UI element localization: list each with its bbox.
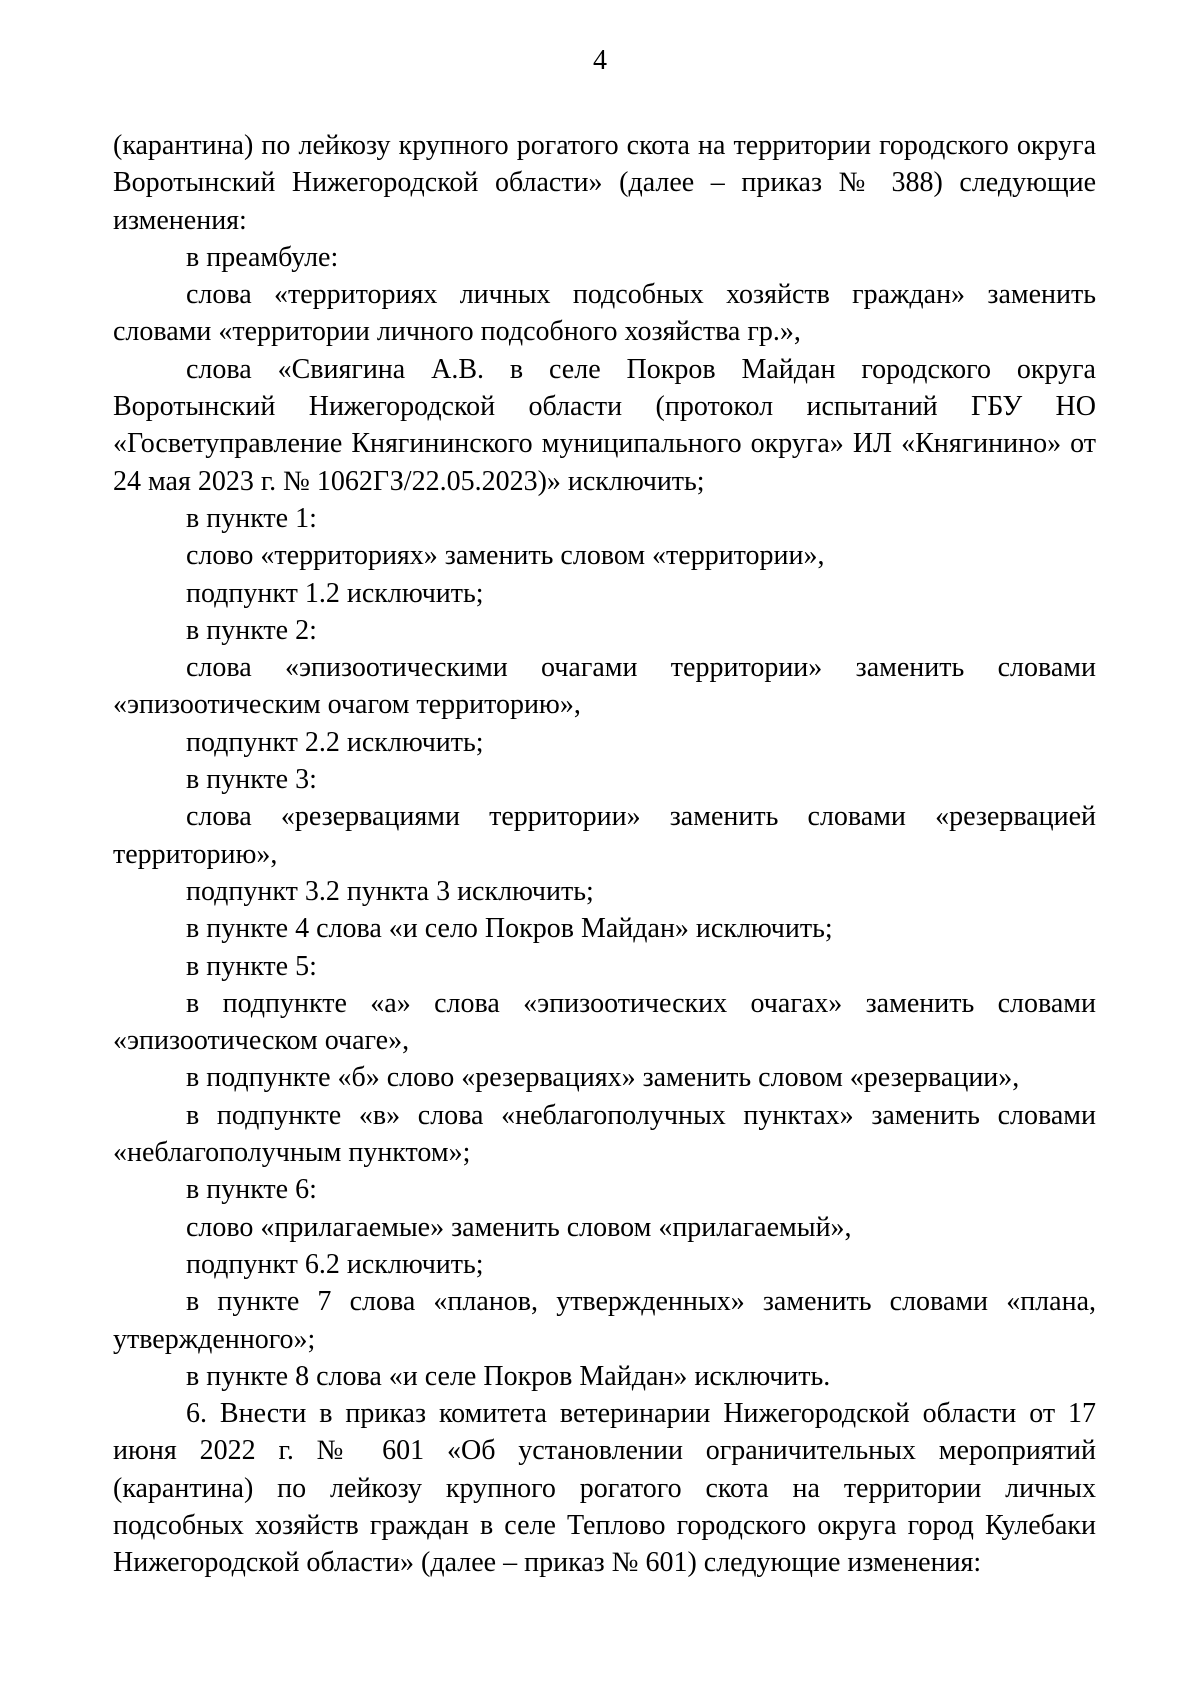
paragraph: подпункт 1.2 исключить; xyxy=(186,577,484,609)
paragraph: в пункте 1: xyxy=(186,502,317,534)
paragraph: в преамбуле: xyxy=(186,241,339,273)
paragraph: подпункт 3.2 пункта 3 исключить; xyxy=(186,875,594,907)
paragraph: в подпункте «в» слова «неблагополучных пунктах» заменить словами «неблагополучным пунктом»; xyxy=(113,1099,1096,1169)
paragraph: в пункте 7 слова «планов, утвержденных» заменить словами «плана, утвержденного»; xyxy=(113,1286,1096,1355)
paragraph: в пункте 4 слова «и село Покров Майдан» исключить; xyxy=(186,913,833,945)
paragraph: в пункте 8 слова «и селе Покров Майдан» исключить. xyxy=(186,1360,831,1392)
paragraph: слово «прилагаемые» заменить словом «прилагаемый», xyxy=(186,1211,852,1243)
paragraph: в пункте 2: xyxy=(186,614,317,646)
document-body xyxy=(113,127,1096,1582)
page-number: 4 xyxy=(593,45,607,76)
paragraph: в пункте 5: xyxy=(186,950,317,982)
paragraph: в пункте 6: xyxy=(186,1174,317,1206)
paragraph: в пункте 3: xyxy=(186,764,317,796)
paragraph: подпункт 2.2 исключить; xyxy=(186,726,484,758)
paragraph: (карантина) по лейкозу крупного рогатого скота на территории городского округа Воротынский Нижегородской области» (далее – приказ № 388) следующие изменения: xyxy=(113,130,1096,236)
paragraph: подпункт 6.2 исключить; xyxy=(186,1248,484,1280)
paragraph: 6. Внести в приказ комитета ветеринарии Нижегородской области от 17 июня 2022 г. № 601 «Об установлении ограничительных мероприятий (карантина) по лейкозу крупного рогатого скота на территории личных подсобных хозяйств граждан в селе Теплово городского округа город Кулебаки Нижегородской области» (далее – приказ № 601) следующие изменения: xyxy=(113,1398,1096,1579)
paragraph: в подпункте «а» слова «эпизоотических очагах» заменить словами «эпизоотическом очаге», xyxy=(113,987,1096,1057)
paragraph: слово «территориях» заменить словом «территории», xyxy=(186,540,825,572)
paragraph: слова «территориях личных подсобных хозяйств граждан» заменить словами «территории личного подсобного хозяйства гр.», xyxy=(113,279,1096,348)
paragraph: слова «эпизоотическими очагами территории» заменить словами «эпизоотическим очагом территорию», xyxy=(113,652,1096,721)
paragraph: в подпункте «б» слово «резервациях» заменить словом «резервации», xyxy=(186,1062,1020,1094)
paragraph: слова «Свиягина А.В. в селе Покров Майдан городского округа Воротынский Нижегородской области (протокол испытаний ГБУ НО «Госветуправление Княгининского муниципального округа» ИЛ «Княгинино» от 24 мая 2023 г. № 1062ГЗ/22.05.2023)» исключить; xyxy=(113,353,1096,497)
paragraph: слова «резервациями территории» заменить словами «резервацией территорию», xyxy=(113,801,1096,870)
